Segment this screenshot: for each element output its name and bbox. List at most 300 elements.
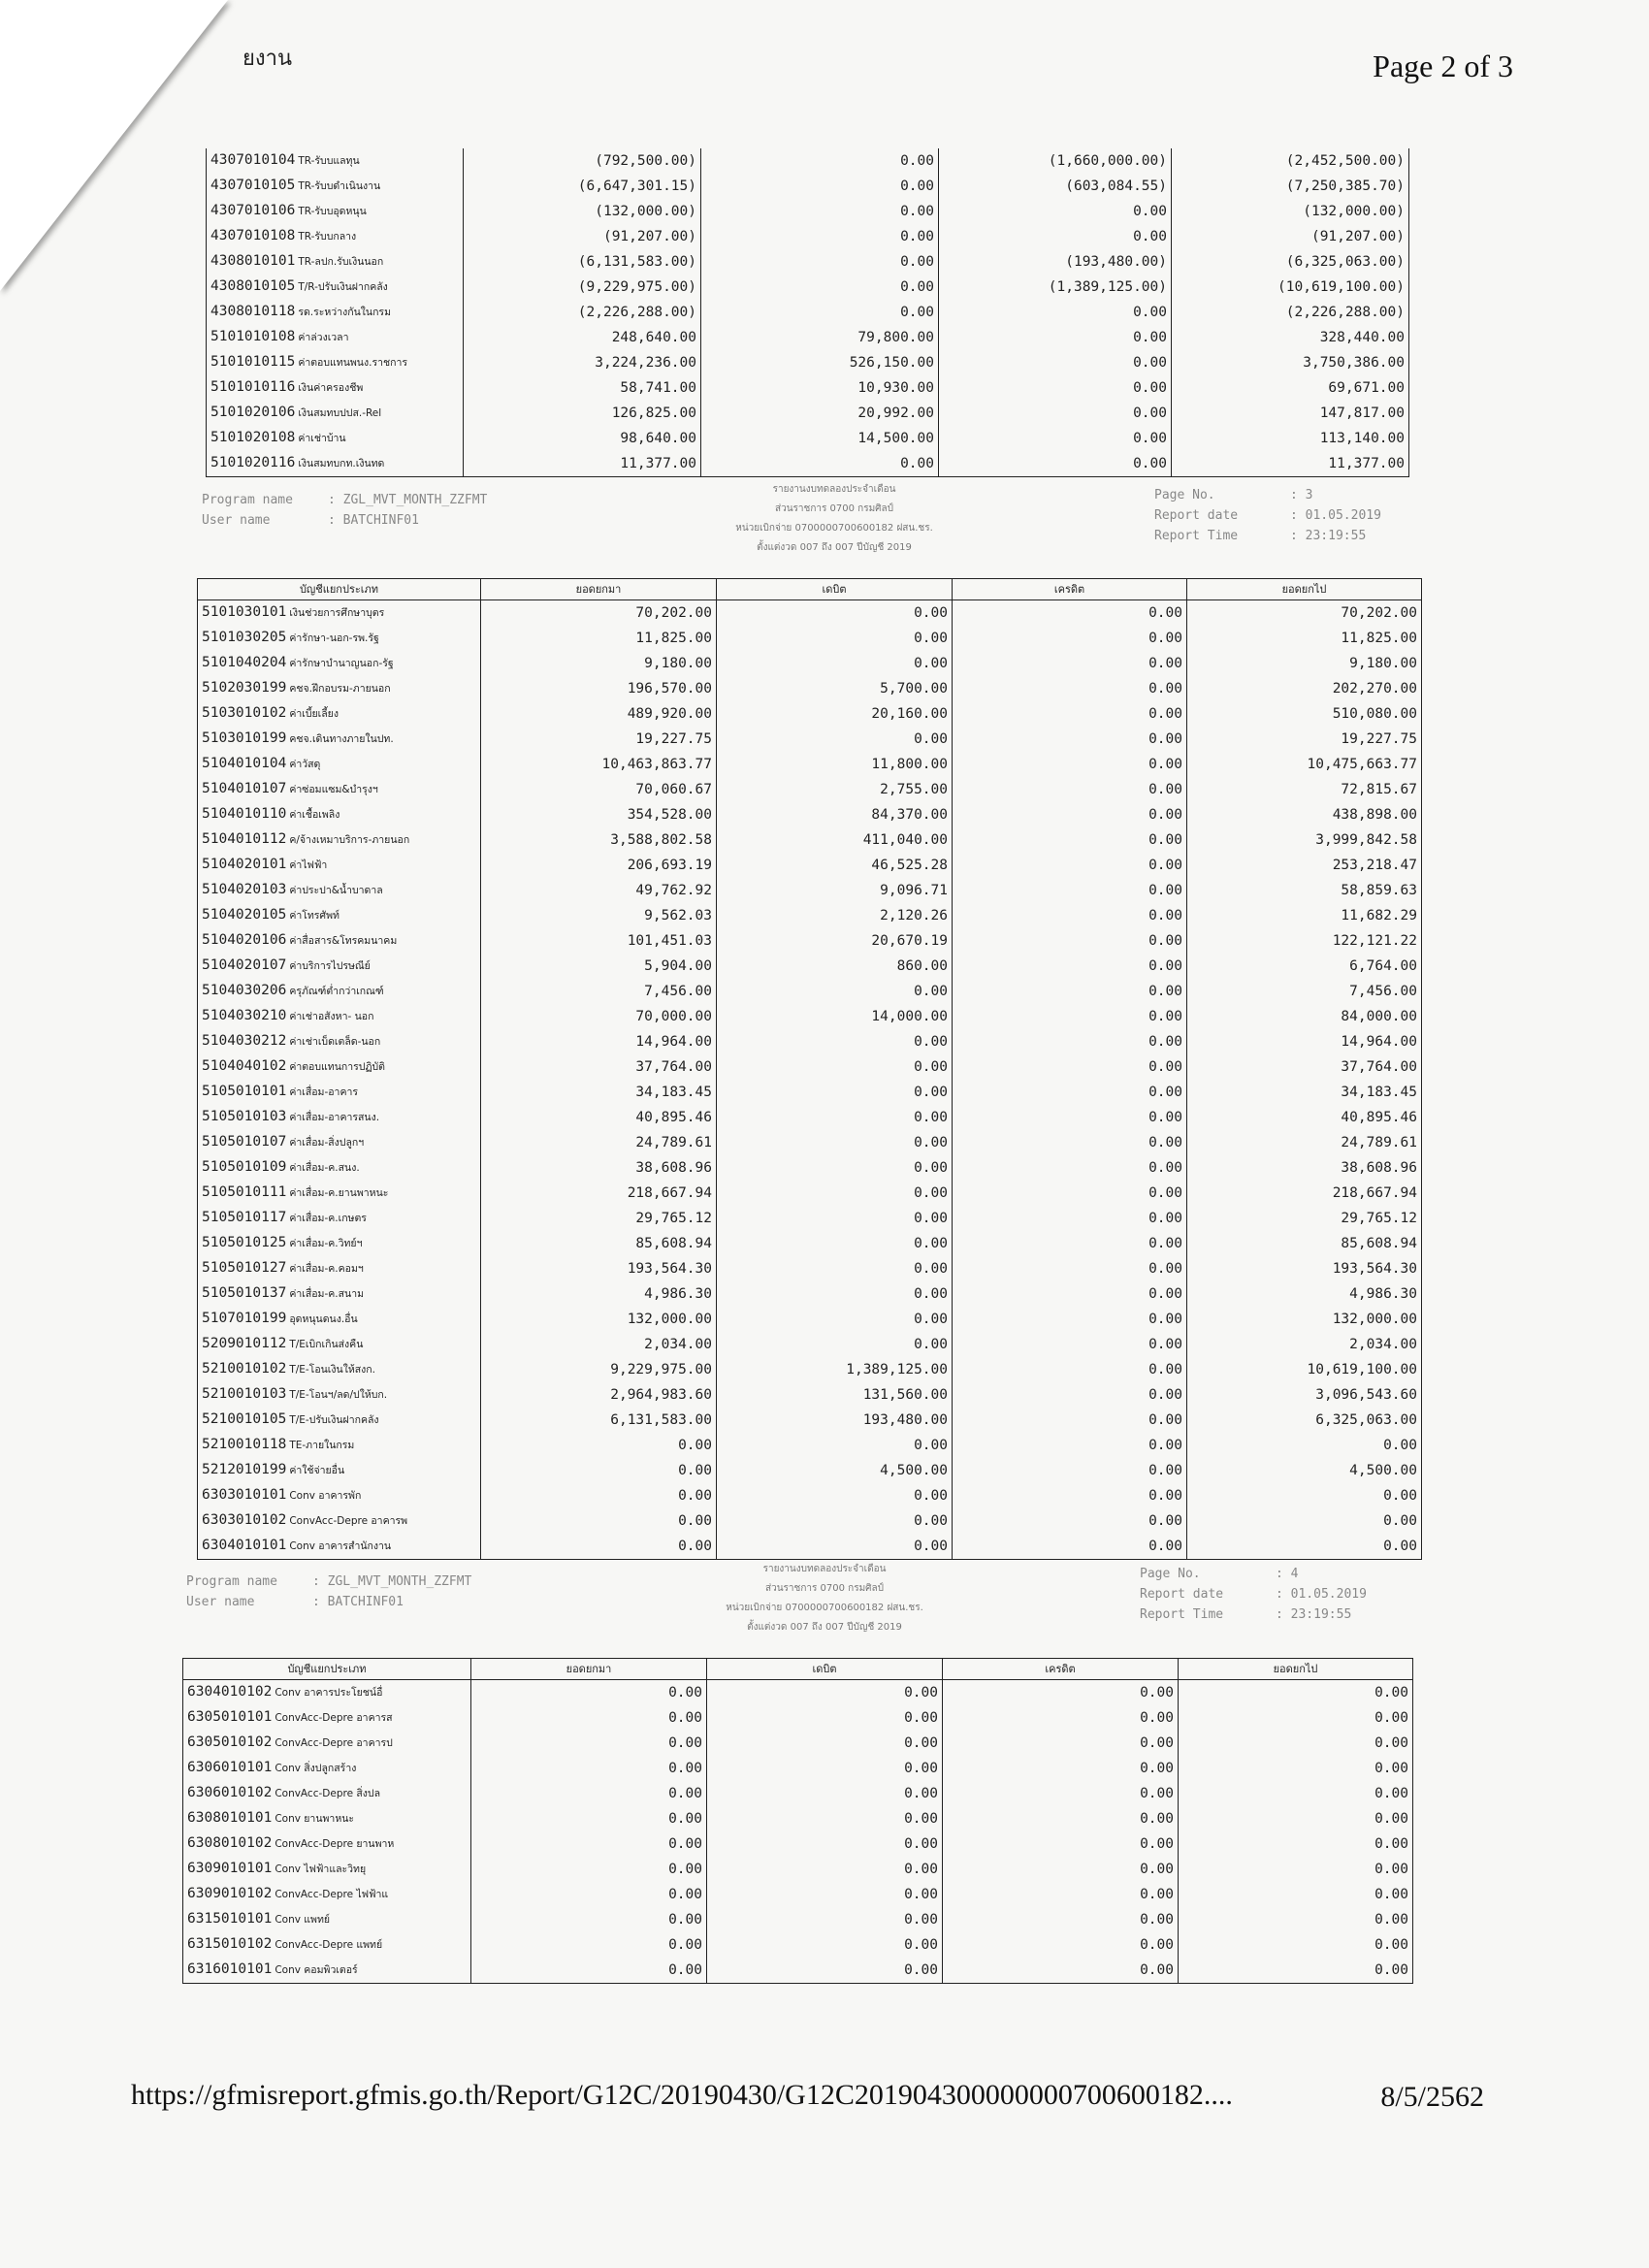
table-row [198, 1029, 1422, 1054]
brought-forward-cell: 19,227.75 [481, 727, 717, 752]
debit-cell: 20,670.19 [717, 928, 953, 954]
account-cell [198, 1054, 481, 1080]
debit-cell: 0.00 [717, 727, 953, 752]
folded-page-corner [0, 0, 228, 291]
table-row [183, 1831, 1413, 1857]
ledger-table-section-2 [197, 578, 1422, 1560]
account-name: TR-ลปก.รับเงินนอก [298, 256, 384, 268]
col-carried-forward: ยอดยกไป [1187, 579, 1422, 600]
debit-cell: 0.00 [717, 1155, 953, 1181]
debit-cell: 0.00 [701, 224, 939, 249]
credit-cell: 0.00 [953, 1332, 1187, 1357]
debit-cell: 0.00 [717, 1105, 953, 1130]
debit-cell: 0.00 [701, 451, 939, 477]
brought-forward-cell: (792,500.00) [464, 148, 701, 174]
debit-cell: 14,000.00 [717, 1004, 953, 1029]
credit-cell: 0.00 [943, 1705, 1179, 1731]
department-line: ส่วนราชการ 0700 กรมศิลป์ [774, 503, 894, 514]
carried-forward-cell: 9,180.00 [1187, 651, 1422, 676]
col-brought-forward: ยอดยกมา [471, 1659, 707, 1680]
debit-cell: 11,800.00 [717, 752, 953, 777]
debit-cell: 0.00 [707, 1831, 943, 1857]
credit-cell: 0.00 [953, 853, 1187, 878]
credit-cell: 0.00 [939, 224, 1172, 249]
account-cell [198, 928, 481, 954]
debit-cell: 0.00 [717, 1130, 953, 1155]
table-row [183, 1932, 1413, 1958]
credit-cell: 0.00 [953, 928, 1187, 954]
account-name: ค่าเสื่อม-อาคาร [289, 1086, 359, 1098]
account-code: 6308010101 [187, 1810, 273, 1826]
debit-cell: 20,992.00 [701, 401, 939, 426]
account-cell [198, 676, 481, 701]
credit-cell: 0.00 [953, 802, 1187, 827]
account-name: ค่าใช้จ่ายอื่น [289, 1465, 345, 1476]
credit-cell: 0.00 [953, 878, 1187, 903]
account-code: 6315010101 [187, 1911, 273, 1927]
table-row [198, 1181, 1422, 1206]
credit-cell: 0.00 [953, 827, 1187, 853]
debit-cell: 0.00 [717, 1508, 953, 1534]
credit-cell: 0.00 [943, 1882, 1179, 1907]
account-code: 6308010102 [187, 1835, 273, 1851]
col-account: บัญชีแยกประเภท [198, 579, 481, 600]
period-line: ตั้งแต่งวด 007 ถึง 007 ปีบัญชี 2019 [747, 1622, 902, 1633]
account-cell [207, 350, 464, 375]
account-code: 6305010101 [187, 1709, 273, 1725]
credit-cell: 0.00 [953, 1458, 1187, 1483]
brought-forward-cell: 0.00 [471, 1958, 707, 1984]
column-header-row [198, 579, 1422, 600]
credit-cell: (1,389,125.00) [939, 275, 1172, 300]
carried-forward-cell: 4,986.30 [1187, 1281, 1422, 1307]
carried-forward-cell: 0.00 [1179, 1680, 1413, 1706]
account-code: 5101010108 [210, 329, 296, 344]
carried-forward-cell: 3,750,386.00 [1172, 350, 1409, 375]
report-date: : 01.05.2019 [1290, 508, 1381, 523]
carried-forward-cell: 193,564.30 [1187, 1256, 1422, 1281]
debit-cell: 0.00 [701, 249, 939, 275]
account-code: 5105010101 [202, 1084, 287, 1099]
account-name: ค่าสื่อสาร&โทรคมนาคม [289, 935, 398, 947]
account-name: ConvAcc-Depre อาคารพ [289, 1515, 408, 1527]
account-code: 4308010105 [210, 278, 296, 294]
table-row [198, 954, 1422, 979]
account-code: 5105010107 [202, 1134, 287, 1150]
debit-cell: 4,500.00 [717, 1458, 953, 1483]
brought-forward-cell: (6,647,301.15) [464, 174, 701, 199]
debit-cell: 0.00 [707, 1907, 943, 1932]
table-row [198, 827, 1422, 853]
report-title: รายงานงบทดลองประจำเดือน [762, 1564, 887, 1574]
account-cell [198, 1332, 481, 1357]
account-name: TE-ภายในกรม [289, 1440, 355, 1451]
table-row [183, 1882, 1413, 1907]
account-cell [207, 224, 464, 249]
debit-cell: 84,370.00 [717, 802, 953, 827]
table-row [207, 199, 1409, 224]
table-row [207, 426, 1409, 451]
carried-forward-cell: 34,183.45 [1187, 1080, 1422, 1105]
account-code: 5104020107 [202, 957, 287, 973]
credit-cell: 0.00 [953, 626, 1187, 651]
col-credit: เครดิต [943, 1659, 1179, 1680]
table-row [198, 1281, 1422, 1307]
carried-forward-cell: (6,325,063.00) [1172, 249, 1409, 275]
brought-forward-cell: 98,640.00 [464, 426, 701, 451]
account-name: คชจ.ฝึกอบรม-ภายนอก [289, 683, 391, 695]
credit-cell: 0.00 [953, 1130, 1187, 1155]
account-cell [198, 954, 481, 979]
credit-cell: 0.00 [953, 1155, 1187, 1181]
carried-forward-cell: 58,859.63 [1187, 878, 1422, 903]
account-code: 5104020105 [202, 907, 287, 923]
account-code: 6309010101 [187, 1861, 273, 1876]
table-row [198, 802, 1422, 827]
brought-forward-cell: 218,667.94 [481, 1181, 717, 1206]
table-row [198, 853, 1422, 878]
debit-cell: 5,700.00 [717, 676, 953, 701]
brought-forward-cell: 7,456.00 [481, 979, 717, 1004]
ledger-table-section-3 [182, 1658, 1413, 1984]
debit-cell: 0.00 [707, 1806, 943, 1831]
debit-cell: 0.00 [717, 1231, 953, 1256]
account-name: Conv ยานพาหนะ [275, 1813, 355, 1825]
carried-forward-cell: 70,202.00 [1187, 600, 1422, 627]
account-name: TR-รับบแลทุน [298, 155, 360, 167]
report-date-label: Report date [1140, 1587, 1224, 1602]
account-code: 5105010117 [202, 1210, 287, 1225]
program-label: Program name [202, 493, 293, 507]
account-code: 5105010125 [202, 1235, 287, 1250]
account-cell [183, 1882, 471, 1907]
debit-cell: 0.00 [717, 626, 953, 651]
carried-forward-cell: 438,898.00 [1187, 802, 1422, 827]
credit-cell: 0.00 [939, 325, 1172, 350]
footer-url: https://gfmisreport.gfmis.go.th/Report/G12C/20190430/G12C201904300000000700600182.... [131, 2079, 1233, 2111]
report-meta-block-2 [1140, 1564, 1367, 1625]
brought-forward-cell: 126,825.00 [464, 401, 701, 426]
credit-cell: (1,660,000.00) [939, 148, 1172, 174]
account-cell [207, 174, 464, 199]
account-code: 5104010107 [202, 781, 287, 796]
brought-forward-cell: 0.00 [471, 1705, 707, 1731]
account-name: ค่าเสื่อม-ค.วิทย์ฯ [289, 1238, 363, 1249]
credit-cell: 0.00 [953, 651, 1187, 676]
brought-forward-cell: 0.00 [481, 1483, 717, 1508]
debit-cell: 0.00 [717, 1080, 953, 1105]
account-code: 4307010105 [210, 178, 296, 193]
carried-forward-cell: 3,096,543.60 [1187, 1382, 1422, 1408]
carried-forward-cell: 147,817.00 [1172, 401, 1409, 426]
account-cell [183, 1731, 471, 1756]
debit-cell: 0.00 [717, 1181, 953, 1206]
credit-cell: 0.00 [939, 426, 1172, 451]
account-cell [198, 1029, 481, 1054]
account-cell [198, 903, 481, 928]
credit-cell: 0.00 [939, 451, 1172, 477]
col-carried-forward: ยอดยกไป [1179, 1659, 1413, 1680]
table-row [198, 1256, 1422, 1281]
carried-forward-cell: 10,619,100.00 [1187, 1357, 1422, 1382]
account-code: 5101020116 [210, 455, 296, 470]
debit-cell: 0.00 [717, 979, 953, 1004]
table-row [198, 1054, 1422, 1080]
account-name: T/E-โอนฯ/ลด/ปให้บก. [289, 1389, 388, 1401]
account-cell [198, 1181, 481, 1206]
table-row [207, 249, 1409, 275]
account-code: 5104010110 [202, 806, 287, 822]
account-cell [183, 1756, 471, 1781]
table-row [183, 1756, 1413, 1781]
account-code: 5210010105 [202, 1411, 287, 1427]
account-cell [198, 600, 481, 627]
account-cell [198, 1080, 481, 1105]
carried-forward-cell: 85,608.94 [1187, 1231, 1422, 1256]
brought-forward-cell: 196,570.00 [481, 676, 717, 701]
credit-cell: 0.00 [943, 1831, 1179, 1857]
account-name: ค่าซ่อมแซม&บำรุงฯ [289, 784, 378, 795]
account-code: 4307010104 [210, 152, 296, 168]
account-cell [198, 1534, 481, 1560]
table-row [198, 1357, 1422, 1382]
account-code: 4308010118 [210, 304, 296, 319]
brought-forward-cell: 70,060.67 [481, 777, 717, 802]
credit-cell: 0.00 [939, 401, 1172, 426]
credit-cell: 0.00 [943, 1731, 1179, 1756]
account-name: ค่าตอบแทนพนง.ราชการ [298, 357, 408, 369]
brought-forward-cell: 0.00 [471, 1806, 707, 1831]
brought-forward-cell: (9,229,975.00) [464, 275, 701, 300]
brought-forward-cell: 0.00 [481, 1433, 717, 1458]
account-name: ConvAcc-Depre แพทย์ [275, 1939, 383, 1951]
account-cell [198, 651, 481, 676]
account-cell [198, 1004, 481, 1029]
account-name: ค่าโทรศัพท์ [289, 910, 340, 922]
debit-cell: 860.00 [717, 954, 953, 979]
debit-cell: 131,560.00 [717, 1382, 953, 1408]
table-row [207, 375, 1409, 401]
carried-forward-cell: 11,682.29 [1187, 903, 1422, 928]
table-row [183, 1731, 1413, 1756]
credit-cell: 0.00 [953, 1433, 1187, 1458]
report-time-label: Report Time [1154, 529, 1239, 543]
brought-forward-cell: 70,000.00 [481, 1004, 717, 1029]
debit-cell: 0.00 [701, 275, 939, 300]
carried-forward-cell: 84,000.00 [1187, 1004, 1422, 1029]
report-time: : 23:19:55 [1276, 1607, 1352, 1622]
table-row [198, 600, 1422, 627]
credit-cell: 0.00 [943, 1932, 1179, 1958]
user-name: : BATCHINF01 [312, 1595, 404, 1609]
brought-forward-cell: 132,000.00 [481, 1307, 717, 1332]
debit-cell: 46,525.28 [717, 853, 953, 878]
account-code: 5105010111 [202, 1184, 287, 1200]
table-row [198, 1307, 1422, 1332]
account-name: TR-รับบอุดหนุน [298, 206, 367, 217]
account-cell [183, 1932, 471, 1958]
brought-forward-cell: 14,964.00 [481, 1029, 717, 1054]
account-name: ค่าตอบแทนการปฏิบัติ [289, 1061, 385, 1073]
credit-cell: 0.00 [953, 1281, 1187, 1307]
carried-forward-cell: 6,764.00 [1187, 954, 1422, 979]
account-code: 5210010103 [202, 1386, 287, 1402]
account-code: 5101020108 [210, 430, 296, 445]
account-name: เงินสมทบปปส.-Rel [298, 407, 382, 419]
brought-forward-cell: 0.00 [471, 1907, 707, 1932]
debit-cell: 10,930.00 [701, 375, 939, 401]
carried-forward-cell: 0.00 [1179, 1958, 1413, 1984]
corner-label: ยงาน [242, 47, 293, 71]
table-row [183, 1705, 1413, 1731]
debit-cell: 79,800.00 [701, 325, 939, 350]
account-code: 5105010103 [202, 1109, 287, 1124]
brought-forward-cell: 11,825.00 [481, 626, 717, 651]
brought-forward-cell: (6,131,583.00) [464, 249, 701, 275]
account-name: TR-รับบดำเนินงาน [298, 180, 381, 192]
account-name: ConvAcc-Depre สิ่งปล [275, 1788, 380, 1799]
carried-forward-cell: 0.00 [1179, 1857, 1413, 1882]
credit-cell: 0.00 [953, 1181, 1187, 1206]
account-code: 5210010118 [202, 1437, 287, 1452]
table-row [198, 1206, 1422, 1231]
carried-forward-cell: 40,895.46 [1187, 1105, 1422, 1130]
report-time-label: Report Time [1140, 1607, 1224, 1622]
carried-forward-cell: 0.00 [1179, 1781, 1413, 1806]
account-code: 6304010102 [187, 1684, 273, 1700]
carried-forward-cell: (10,619,100.00) [1172, 275, 1409, 300]
account-cell [207, 148, 464, 174]
account-cell [198, 853, 481, 878]
account-code: 6316010101 [187, 1961, 273, 1977]
account-cell [198, 1458, 481, 1483]
carried-forward-cell: 0.00 [1179, 1731, 1413, 1756]
col-credit: เครดิต [953, 579, 1187, 600]
account-code: 4307010106 [210, 203, 296, 218]
account-cell [198, 802, 481, 827]
account-name: ค่าเช่าบ้าน [298, 433, 346, 444]
account-code: 6306010101 [187, 1760, 273, 1775]
table-row [183, 1806, 1413, 1831]
brought-forward-cell: 2,034.00 [481, 1332, 717, 1357]
brought-forward-cell: 0.00 [471, 1680, 707, 1706]
column-header-row [183, 1659, 1413, 1680]
table-row [207, 148, 1409, 174]
table-row [198, 651, 1422, 676]
user-label: User name [202, 513, 271, 528]
carried-forward-cell: 0.00 [1179, 1907, 1413, 1932]
credit-cell: 0.00 [953, 903, 1187, 928]
credit-cell: 0.00 [953, 1231, 1187, 1256]
account-name: ค่าเสื่อม-ค.ยานพาหนะ [289, 1187, 389, 1199]
table-row [207, 325, 1409, 350]
account-code: 5101030205 [202, 630, 287, 645]
account-cell [183, 1857, 471, 1882]
brought-forward-cell: 9,229,975.00 [481, 1357, 717, 1382]
carried-forward-cell: 0.00 [1179, 1831, 1413, 1857]
account-code: 5104010104 [202, 756, 287, 771]
carried-forward-cell: 0.00 [1179, 1806, 1413, 1831]
program-name: : ZGL_MVT_MONTH_ZZFMT [328, 493, 488, 507]
credit-cell: 0.00 [939, 350, 1172, 375]
account-cell [198, 752, 481, 777]
period-line: ตั้งแต่งวด 007 ถึง 007 ปีบัญชี 2019 [757, 542, 912, 553]
debit-cell: 0.00 [707, 1680, 943, 1706]
account-code: 5101010115 [210, 354, 296, 370]
carried-forward-cell: 0.00 [1179, 1756, 1413, 1781]
account-name: ครุภัณฑ์ต่ำกว่าเกณฑ์ [289, 986, 384, 997]
brought-forward-cell: 0.00 [481, 1534, 717, 1560]
carried-forward-cell: 202,270.00 [1187, 676, 1422, 701]
debit-cell: 9,096.71 [717, 878, 953, 903]
carried-forward-cell: 72,815.67 [1187, 777, 1422, 802]
carried-forward-cell: 0.00 [1179, 1705, 1413, 1731]
brought-forward-cell: 0.00 [471, 1831, 707, 1857]
footer-date: 8/5/2562 [1380, 2081, 1484, 2113]
debit-cell: 0.00 [701, 174, 939, 199]
col-debit: เดบิต [707, 1659, 943, 1680]
account-code: 5101030101 [202, 604, 287, 620]
account-code: 5104020103 [202, 882, 287, 897]
carried-forward-cell: 24,789.61 [1187, 1130, 1422, 1155]
account-code: 5105010137 [202, 1285, 287, 1301]
page-indicator: Page 2 of 3 [1373, 49, 1513, 83]
brought-forward-cell: 0.00 [481, 1508, 717, 1534]
account-code: 5104030212 [202, 1033, 287, 1049]
debit-cell: 0.00 [707, 1756, 943, 1781]
program-name: : ZGL_MVT_MONTH_ZZFMT [312, 1574, 472, 1589]
brought-forward-cell: 9,180.00 [481, 651, 717, 676]
carried-forward-cell: 113,140.00 [1172, 426, 1409, 451]
debit-cell: 0.00 [707, 1705, 943, 1731]
credit-cell: 0.00 [953, 1206, 1187, 1231]
credit-cell: 0.00 [953, 701, 1187, 727]
carried-forward-cell: 510,080.00 [1187, 701, 1422, 727]
table-row [198, 1534, 1422, 1560]
page-no: : 4 [1276, 1567, 1299, 1581]
ledger-table-section-1 [206, 148, 1409, 477]
credit-cell: 0.00 [943, 1907, 1179, 1932]
account-code: 5101010116 [210, 379, 296, 395]
carried-forward-cell: 11,825.00 [1187, 626, 1422, 651]
table-row [183, 1680, 1413, 1706]
credit-cell: 0.00 [953, 1307, 1187, 1332]
account-cell [183, 1781, 471, 1806]
account-name: ค่าเสื่อม-ค.สนง. [289, 1162, 360, 1174]
program-label: Program name [186, 1574, 277, 1589]
account-cell [207, 300, 464, 325]
brought-forward-cell: 37,764.00 [481, 1054, 717, 1080]
account-cell [198, 1382, 481, 1408]
carried-forward-cell: 328,440.00 [1172, 325, 1409, 350]
table-row [207, 224, 1409, 249]
debit-cell: 0.00 [717, 1281, 953, 1307]
account-code: 5107010199 [202, 1311, 287, 1326]
account-code: 5105010127 [202, 1260, 287, 1276]
table-row [183, 1958, 1413, 1984]
account-name: ค่าเบี้ยเลี้ยง [289, 708, 339, 720]
credit-cell: 0.00 [953, 600, 1187, 627]
account-name: ConvAcc-Depre อาคารป [275, 1737, 393, 1749]
page-no: : 3 [1290, 488, 1313, 502]
account-cell [198, 1508, 481, 1534]
account-name: เงินช่วยการศึกษาบุตร [289, 607, 385, 619]
account-cell [183, 1705, 471, 1731]
account-cell [207, 275, 464, 300]
debit-cell: 2,755.00 [717, 777, 953, 802]
account-code: 5104030210 [202, 1008, 287, 1023]
department-line: ส่วนราชการ 0700 กรมศิลป์ [764, 1583, 885, 1594]
